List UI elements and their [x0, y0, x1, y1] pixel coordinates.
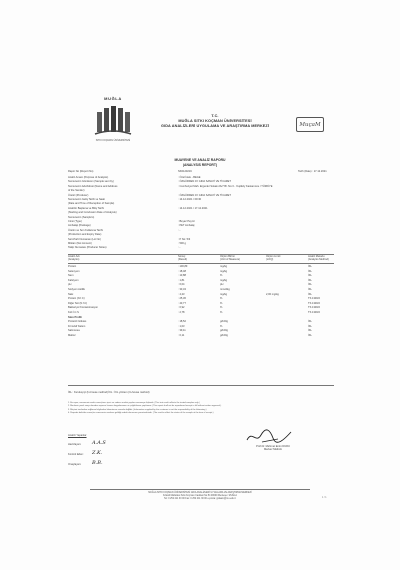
analysis-result: : 18,48 [178, 269, 186, 273]
report-note: 4. Raporda belirtilen sonuçlar numunenin merkeze geldiği andaki durumunu yansıtmaktadır. (The results reflect the status of the sample at the time of receipt.) [68, 411, 214, 414]
col-unit-header: Ölçüm Birimi [220, 255, 235, 258]
report-date: Tarih (Date) : 17.12.2021 [298, 170, 327, 173]
analysis-result: : 1,03 [178, 324, 185, 328]
col-result-header-en: (Result) [178, 258, 188, 262]
analysis-name: Bakteriyel Kontaminasyon [68, 306, 98, 310]
footer-line-3: Tel: 0 252 211 30 00 Fax: 0 252 211 30 00 e-posta: gidaam@mu.edu.tr [164, 498, 236, 501]
university-logo-icon [93, 104, 133, 138]
group-title-text: Süre Profili [68, 315, 82, 319]
analysis-unit: % [220, 274, 223, 278]
analysis-name: Protein (N.f.C) [68, 297, 85, 301]
analysis-result: : 4,23 [178, 292, 185, 296]
sample-info-label: Ambalajı (Package) [68, 224, 91, 228]
analysis-unit: g/100g [220, 334, 228, 337]
sample-info-value: : Özel İstek - BEGE [178, 176, 201, 179]
analysis-name: Sodyum Asitlik [68, 288, 85, 291]
table-row [68, 329, 334, 332]
analysis-method: İKL [308, 320, 312, 324]
sample-info-label: (Production and Expiry Date) [68, 233, 102, 237]
analysis-name: Salmonea [68, 329, 80, 333]
table-row [68, 265, 334, 268]
institution-header [130, 114, 300, 129]
analysis-name: Kalsiyum [68, 278, 79, 282]
sample-info-value: : 14.12.2021 / 09:30 [178, 198, 202, 201]
analysis-name: pH [68, 283, 72, 287]
table-row [68, 311, 334, 314]
analysis-result: : 33,34 [178, 288, 186, 291]
sample-info-label: Analiz Amacı (Purpose of Analysis) [68, 176, 109, 179]
analysis-result: : 13,88 [178, 274, 186, 278]
report-note: 3. Müşteri tarafından sağlanan bilgilerden laboratuvar sorumlu değildir. (Information supplied by the customer is not the responsibility of the laboratory.) [68, 408, 207, 411]
report-title-en: (ANALYSIS REPORT) [182, 162, 218, 167]
table-header-rule [68, 263, 334, 264]
sample-info-label: Üretici (Producer) [68, 193, 89, 197]
analysis-unit: g/100g [220, 320, 228, 324]
analysis-unit: mg/kg [220, 278, 228, 282]
sample-info-value: : PET Ambalaj [178, 224, 195, 228]
analysis-unit: mg/kg [220, 292, 228, 296]
table-row [68, 279, 334, 282]
table-group-title [68, 316, 334, 319]
sample-info-label: Numunenin Gönderen (Sample sent by) [68, 180, 114, 184]
report-number-row [68, 170, 338, 173]
analysis-unit: % [220, 311, 223, 314]
footer-line-1: MUĞLA SITKI KOÇMAN ÜNİVERSİTESİ GIDA ANALİZLERİ UYGULAMA VE ARAŞTIRMA MERKEZİ [148, 492, 252, 494]
approver-name: Prof.Dr. Mehmet Emin DURU [256, 445, 290, 448]
approver-signature-icon [244, 428, 294, 446]
sample-info-label: Analizin Başlama ve Bitiş Tarihi [68, 206, 104, 210]
analysis-unit: g/100g [220, 329, 228, 333]
table-top-rule [68, 254, 334, 255]
table-row [68, 302, 334, 305]
analysis-method: İKL [308, 283, 312, 287]
analysis-method: TS 1330/2 [308, 311, 320, 314]
analysis-method: İKL [308, 324, 312, 328]
sample-info-value: : ÖZGÜRDEN AY GIDA SANAYİ VE TİCARET [178, 193, 231, 197]
analysis-method: İKL [308, 288, 312, 291]
analysis-method: İKL [308, 269, 312, 273]
page-number: 1 / 1 [322, 497, 327, 499]
analysis-limit: 2,00 mg/kg [266, 292, 279, 296]
table-row [68, 270, 334, 273]
report-number-label: Rapor No (Report No) [68, 170, 94, 173]
sample-info-label: (Starting and Conclusion Date of Analysis) [68, 211, 117, 215]
table-row [68, 274, 334, 277]
center-logo-text: MuçaM [299, 121, 321, 128]
report-title [150, 158, 250, 167]
analysis-unit: % [220, 301, 223, 305]
analysis-result: : 0,92 [178, 306, 185, 310]
table-row [68, 288, 334, 291]
col-name-header: Analiz Adı [68, 255, 80, 258]
analysis-result: : 39,11 [178, 329, 186, 333]
table-bottom-rule [68, 385, 334, 386]
analysis-unit: % [220, 297, 223, 301]
header-line-1: T.C. [211, 114, 219, 118]
col-name-header-en: (Analysis) [68, 258, 80, 262]
analysis-result: : 100,89 [178, 265, 188, 268]
header-line-3: GIDA ANALİZLERİ UYGULAMA VE ARAŞTIRMA MERKEZİ [161, 124, 269, 128]
analysis-method: İKL [308, 265, 312, 268]
sample-info-value: : - [178, 228, 181, 232]
analysis-name: Selenyum [68, 269, 80, 273]
col-unit-header-en: (Unit of Measure) [220, 258, 241, 262]
report-number-value: NK0120219 [178, 170, 192, 173]
col-limit-header-en: (LOQ) [266, 258, 274, 262]
signature-label: Onaylayan: [68, 463, 82, 466]
table-row [68, 320, 334, 323]
analysis-name: Protein [68, 265, 77, 268]
university-subtitle: SITKI KOÇMAN ÜNİVERSİTESİ [95, 139, 131, 142]
table-row [68, 283, 334, 286]
analysis-result: : 2,78 [178, 311, 185, 314]
analysis-result: : 43,77 [178, 301, 186, 305]
table-row [68, 306, 334, 309]
analysis-result: : 1,81 [178, 278, 185, 282]
report-title-tr: MUAYENE VE ANALİZ RAPORU [174, 158, 226, 162]
signature-label: Hazırlayan: [68, 443, 82, 446]
page-footer [100, 492, 300, 501]
sample-info-value: : Beyaz Peynir [178, 220, 195, 223]
analysis-unit: mg/kg [220, 269, 228, 273]
analysis-method: TS 1330/2 [308, 306, 320, 310]
signature-mark: B.B. [92, 460, 103, 466]
analysis-result: : 0,11 [178, 334, 185, 337]
center-logo-icon [296, 117, 324, 132]
report-notes [68, 402, 334, 415]
sample-info-label: Üretim ve Son Kullanma Tarihi [68, 228, 103, 232]
analysis-result: : 18,52 [178, 320, 186, 324]
col-method-header-en: (Analysis Method) [308, 258, 329, 262]
table-row [68, 325, 334, 328]
analysis-name: Koli İ.C.S [68, 311, 79, 314]
analysis-method: İKL [308, 278, 312, 282]
analysis-name: NaH [68, 292, 74, 296]
sample-info-value: : 14.12.2021 / 17.12.2021 [178, 206, 208, 210]
analysis-name: Proteinli Göktes [68, 320, 87, 324]
analysis-result: : 6,04 [178, 283, 185, 287]
table-row [68, 334, 334, 337]
analysis-method: TS 1330/2 [308, 301, 320, 305]
approver-block [228, 445, 318, 452]
footer-line-2: Kötekli Mahallesi Sıtkı Koçman Caddesi No:54 48000 Menteşe / MUĞLA [163, 495, 237, 498]
table-row [68, 297, 334, 300]
sample-info-value: : P No: 5/3 [178, 237, 191, 241]
analysis-result: : 25,36 [178, 297, 186, 301]
analysis-unit: % [220, 306, 223, 310]
sample-info-label: Numunenin (Sample's) [68, 215, 95, 219]
analysis-name: Nem [68, 274, 74, 278]
signatures-title-text: Analizi Yapanlar [68, 434, 87, 437]
sample-info-label: Numunenin Adı/Adresi (Name and Address [68, 184, 118, 188]
analysis-name: Frmulsif Kalem [68, 324, 86, 328]
header-line-2: MUĞLA SITKI KOÇMAN ÜNİVERSİTESİ [178, 119, 252, 123]
method-legend: İKL : Kuruluş içi (In-house method) İKL : İKL yöntem (In-house method) [68, 391, 150, 394]
sample-info-value: : - [178, 246, 181, 250]
report-note: 1. Bu rapor, numunenin analiz sonuçlarını içerir ve sadece analizi yapılan numuneye ilişkindir. (This test result reflects the tested samples only.) [68, 402, 200, 404]
city-name: MUĞLA [104, 96, 122, 101]
signature-label: Kontrol Eden: [68, 453, 84, 456]
analysis-name: Maltoz [68, 334, 76, 337]
sample-info-label: Miktarı (Net Amount) [68, 242, 92, 245]
col-limit-header: Ölçüm Limiti [266, 255, 281, 258]
col-method-header: Analiz Metodu [308, 255, 325, 258]
table-row [68, 293, 334, 296]
analysis-unit: mmol/kg [220, 288, 230, 291]
analysis-name: Diğer Süt (N.f.C) [68, 301, 88, 305]
footer-rule [90, 489, 310, 490]
signature-mark: A.A.S [92, 440, 106, 446]
sample-info-label: of the Sender) [68, 189, 85, 193]
report-note: 2. Merkezin yazılı onayı olmadan raporun kısmen kopyalanması ve çoğaltılması yapılamaz. (This report shall not be reproduced except in full without written approval.) [68, 405, 222, 408]
analysis-method: İKL [308, 329, 312, 333]
analysis-unit: mg/kg [220, 265, 228, 268]
sample-info-value: : Cumhuriyet Mah. Ergenler Sokak 2A/7 Bl. No:3 - Yeşilköy Kastamonu / TÜRKİYE [178, 184, 273, 188]
sample-info-label: Cinsi (Type) [68, 220, 82, 223]
signature-mark: Z.K. [92, 450, 103, 456]
sample-info-value: : ÖZGÜRDEN AY GIDA SANAYİ VE TİCARET [178, 180, 231, 184]
analysis-method: TS 1330/2 [308, 297, 320, 301]
analysis-unit: pH [220, 283, 224, 287]
analysis-method: İKL [308, 292, 312, 296]
col-result-header: Sonuç [178, 255, 186, 258]
analysis-unit: % [220, 324, 223, 328]
sample-info-label: Seri-Parti Numarası (Lot No) [68, 237, 101, 241]
analysis-method: İKL [308, 334, 312, 337]
sample-info-label: Takip Numarası (Producer Notes) [68, 246, 107, 250]
sample-info-label: Numunenin Geliş Tarihi ve Saati [68, 198, 105, 201]
sample-info-value: : 500 g [178, 242, 186, 245]
analysis-method: İKL [308, 274, 312, 278]
approver-title: Merkez Müdürü [263, 448, 283, 452]
sample-info-label: (Date and Time of Reception of Sample) [68, 202, 115, 206]
